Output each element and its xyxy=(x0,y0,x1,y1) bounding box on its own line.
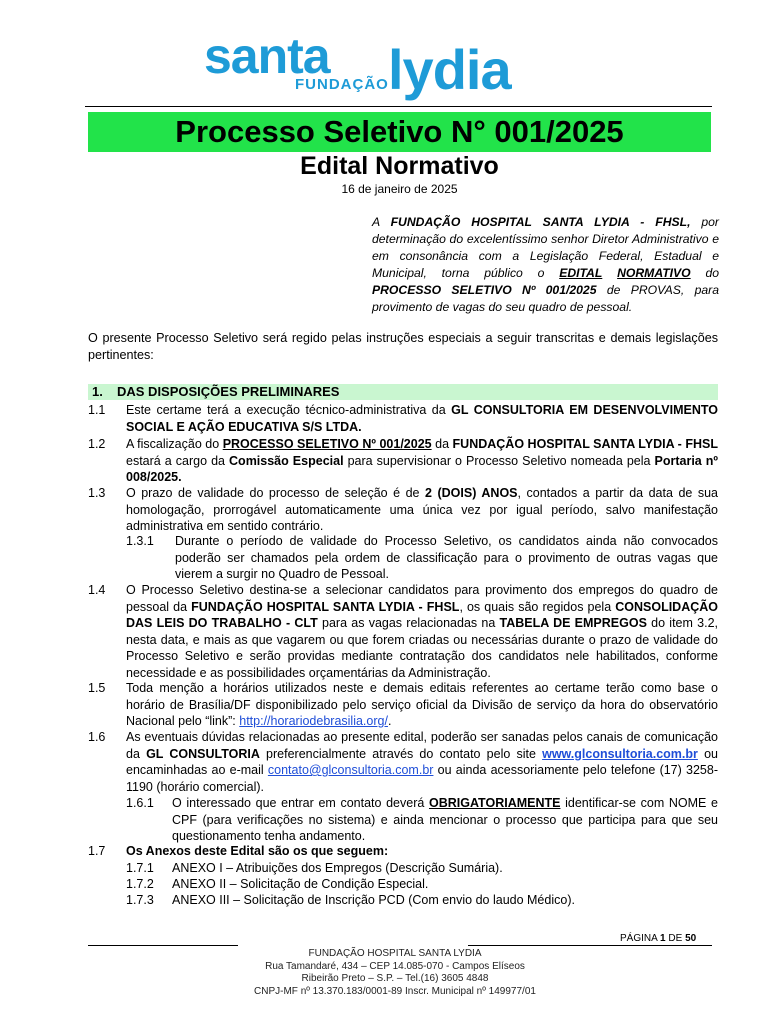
item-1-4: O Processo Seletivo destina-se a selecionar candidatos para provimento dos empregos do quadro de pessoal da FUNDAÇÃO HOSPITAL SANTA LYDIA - FHSL, os quais são regidos pela CONSOLIDAÇÃO DAS LEIS DO TRABALHO - CLT para as vagas relacionadas na TABELA DE EMPREGOS do item 3.2, nesta data, e mais as que vagarem ou que forem criadas ou necessárias durante o prazo de validade do Processo Seletivo e serão providas mediante contratação dos candidatos nele habilitados, conforme necessidade e as possibilidades orçamentárias da Administração. xyxy=(126,583,719,680)
subtitle: Edital Normativo xyxy=(300,152,499,180)
item-1-1: Este certame terá a execução técnico-administrativa da GL CONSULTORIA EM DESENVOLVIMENTO SOCIAL E AÇÃO EDUCATIVA S/S LTDA. xyxy=(126,403,718,434)
item-1-7-3: ANEXO III – Solicitação de Inscrição PCD (Com envio do laudo Médico). xyxy=(172,893,575,907)
horario-link[interactable]: http://horariodebrasilia.org/ xyxy=(239,714,388,728)
title-banner: Processo Seletivo N° 001/2025 xyxy=(88,112,711,152)
item-number: 1.7.1 xyxy=(126,861,154,875)
item-1-6: As eventuais dúvidas relacionadas ao presente edital, poderão ser sanadas pelos canais de comunicação da GL CONSULTORIA preferencialmente através do contato pelo site www.glconsultoria.com.br ou encaminhadas ao e-mail contato@glconsultoria.com.br ou ainda acessoriamente pelo telefone (17) 3258-1190 (horário comercial). xyxy=(126,730,718,794)
item-1-7-1: ANEXO I – Atribuições dos Empregos (Descrição Sumária). xyxy=(172,861,503,875)
item-1-2: A fiscalização do PROCESSO SELETIVO Nº 001/2025 da FUNDAÇÃO HOSPITAL SANTA LYDIA - FHSL estará a cargo da Comissão Especial para supervisionar o Processo Seletivo nomeada pela Portaria nº 008/2025. xyxy=(126,437,718,484)
item-1-5: Toda menção a horários utilizados neste e demais editais referentes ao certame terão como base o horário de Brasília/DF disponibilizado pelo serviço oficial da Divisão de serviço da hora do observatório Nacional pelo “link”: http://horariodebrasilia.org/. xyxy=(126,681,718,728)
item-number: 1.7 xyxy=(88,844,106,858)
logo-fundacao: FUNDAÇÃO xyxy=(295,76,389,93)
email-link[interactable]: contato@glconsultoria.com.br xyxy=(267,763,434,777)
section-heading: 1. DAS DISPOSIÇÕES PRELIMINARES xyxy=(88,384,718,400)
item-1-7: Os Anexos deste Edital são os que seguem: xyxy=(126,844,389,858)
page-indicator: PÁGINA 1 DE 50 xyxy=(620,933,697,944)
item-number: 1.7.2 xyxy=(126,877,154,891)
footer-address: FUNDAÇÃO HOSPITAL SANTA LYDIA Rua Tamandaré, 434 – CEP 14.085-070 - Campos Elíseos Ribeirão Preto – S.P. – Tel.(16) 3605 4848 CNPJ-MF nº 13.370.183/0001-89 Inscr. Municipal nº 149977/01 xyxy=(254,948,536,997)
item-number: 1.3 xyxy=(88,486,106,500)
item-number: 1.7.3 xyxy=(126,893,154,907)
preamble: A FUNDAÇÃO HOSPITAL SANTA LYDIA - FHSL, por determinação do excelentíssimo senhor Diretor Administrativo e em consonância com a Legislação Federal, Estadual e Municipal, torna público o EDITAL NORMATIVO do PROCESSO SELETIVO Nº 001/2025 de PROVAS, para provimento de vagas do seu quadro de pessoal. xyxy=(372,215,720,314)
item-number: 1.4 xyxy=(88,583,106,597)
item-1-7-2: ANEXO II – Solicitação de Condição Especial. xyxy=(172,877,429,891)
footer-divider-right xyxy=(468,945,712,946)
santa-lydia-logo xyxy=(200,28,550,103)
item-number: 1.2 xyxy=(88,437,106,451)
logo-santa: santa xyxy=(204,28,330,84)
item-number: 1.1 xyxy=(88,403,106,417)
item-1-3: O prazo de validade do processo de seleção é de 2 (DOIS) ANOS, contados a partir da data de sua homologação, prorrogável automaticamente uma única vez por igual período, salvo manifestação administrativa em sentido contrário. xyxy=(126,486,719,533)
item-1-6-1: O interessado que entrar em contato deverá OBRIGATORIAMENTE identificar-se com NOME e CPF (para verificações no sistema) e ainda mencionar o processo que participa para que seu questionamento tenha andamento. xyxy=(172,796,718,843)
item-number: 1.6 xyxy=(88,730,106,744)
logo-lydia: lydia xyxy=(388,38,511,101)
site-link[interactable]: www.glconsultoria.com.br xyxy=(542,746,698,761)
item-number: 1.3.1 xyxy=(126,534,154,548)
header-divider xyxy=(85,106,712,107)
edital-date: 16 de janeiro de 2025 xyxy=(341,182,458,196)
item-number: 1.5 xyxy=(88,681,106,695)
item-1-3-1: Durante o período de validade do Processo Seletivo, os candidatos ainda não convocados poderão ser chamados pela ordem de classificação para o provimento de outras vagas que vierem a surgir no Quadro de Pessoal. xyxy=(175,534,718,581)
item-number: 1.6.1 xyxy=(126,796,154,810)
footer-divider-left xyxy=(88,945,238,946)
intro-paragraph: O presente Processo Seletivo será regido pelas instruções especiais a seguir transcritas e demais legislações pertinentes: xyxy=(88,331,718,362)
